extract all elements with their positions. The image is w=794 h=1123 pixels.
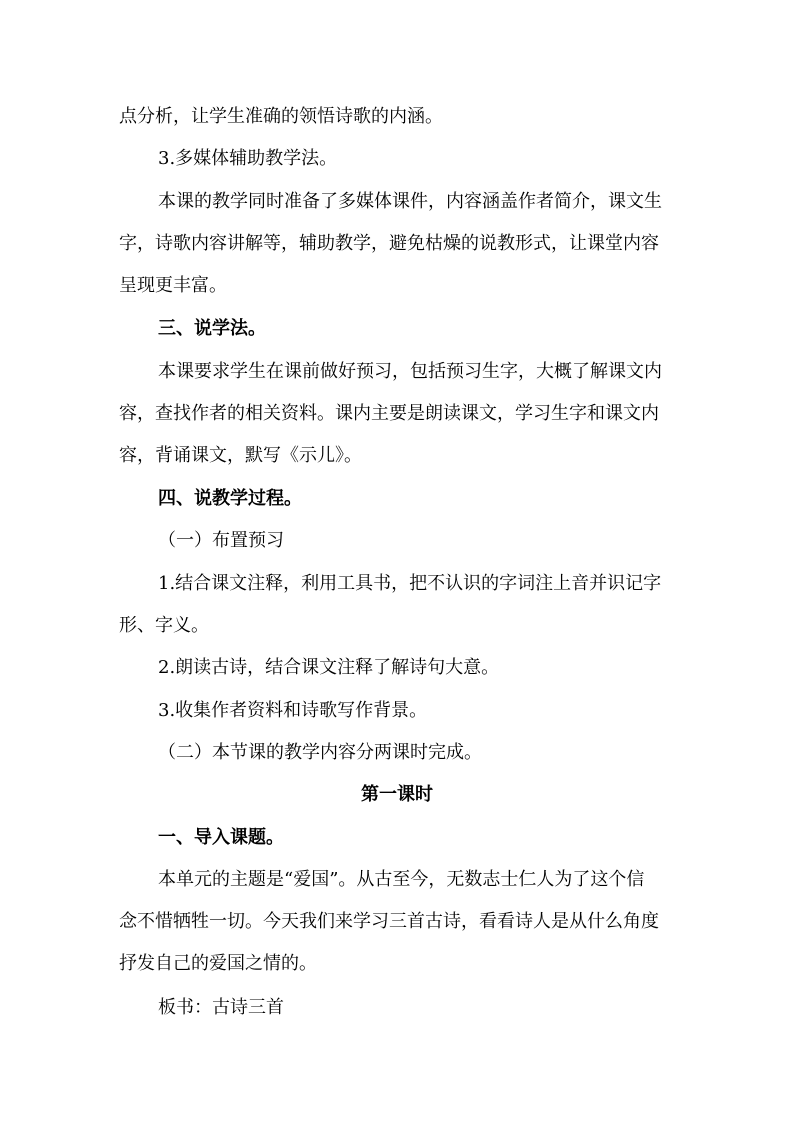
paragraph-introduction: [119, 859, 679, 985]
text-line: 点分析，让学生准确的领悟诗歌的内涵。: [119, 106, 443, 127]
paragraph-method-3: [119, 138, 679, 180]
text-line: 本课要求学生在课前做好预习，包括预习生字，大概了解课文内: [158, 361, 662, 382]
text-line: 板书：古诗三首: [158, 997, 284, 1018]
text-line: 3.收集作者资料和诗歌写作背景。: [158, 700, 428, 721]
heading-text: 第一课时: [361, 784, 433, 805]
text-line: 容，查找作者的相关资料。课内主要是朗读课文，学习生字和课文内: [119, 403, 659, 424]
paragraph-preview-item-3: [119, 690, 679, 732]
text-line: 字，诗歌内容讲解等，辅助教学，避免枯燥的说教形式，让课堂内容: [119, 233, 659, 254]
paragraph-study-methods: [119, 351, 679, 477]
text-line: 2.朗读古诗，结合课文注释了解诗句大意。: [158, 657, 500, 678]
text-line: 念不惜牺牲一切。今天我们来学习三首古诗，看看诗人是从什么角度: [119, 911, 659, 932]
text-line: （一）布置预习: [158, 530, 284, 551]
text-line: 1.结合课文注释，利用工具书，把不认识的字词注上音并识记字: [158, 573, 662, 594]
section-heading-introduction: [119, 817, 679, 859]
heading-text: 四、说教学过程。: [158, 488, 302, 509]
subheading-two-lessons: [119, 732, 679, 774]
heading-text: 一、导入课题。: [158, 827, 284, 848]
text-line: （二）本节课的教学内容分两课时完成。: [158, 742, 482, 763]
heading-text: 三、说学法。: [158, 318, 266, 339]
paragraph-preview-item-1: [119, 563, 679, 647]
text-line: 3.多媒体辅助教学法。: [158, 148, 338, 169]
subheading-preview: [119, 520, 679, 562]
paragraph-blackboard: [119, 987, 679, 1029]
paragraph-analysis-continued: [119, 96, 679, 138]
lesson-title-first: [0, 774, 794, 816]
text-line: 抒发自己的爱国之情的。: [119, 953, 317, 974]
section-heading-study-methods: [119, 308, 679, 350]
text-line: 形、字义。: [119, 615, 209, 636]
section-heading-teaching-process: [119, 478, 679, 520]
text-line: 呈现更丰富。: [119, 275, 227, 296]
text-line: 本单元的主题是“爱国”。从古至今，无数志士仁人为了这个信: [158, 869, 645, 890]
text-line: 本课的教学同时准备了多媒体课件，内容涵盖作者简介，课文生: [158, 191, 662, 212]
paragraph-multimedia: [119, 181, 679, 307]
paragraph-preview-item-2: [119, 647, 679, 689]
text-line: 容，背诵课文，默写《示儿》。: [119, 445, 362, 466]
